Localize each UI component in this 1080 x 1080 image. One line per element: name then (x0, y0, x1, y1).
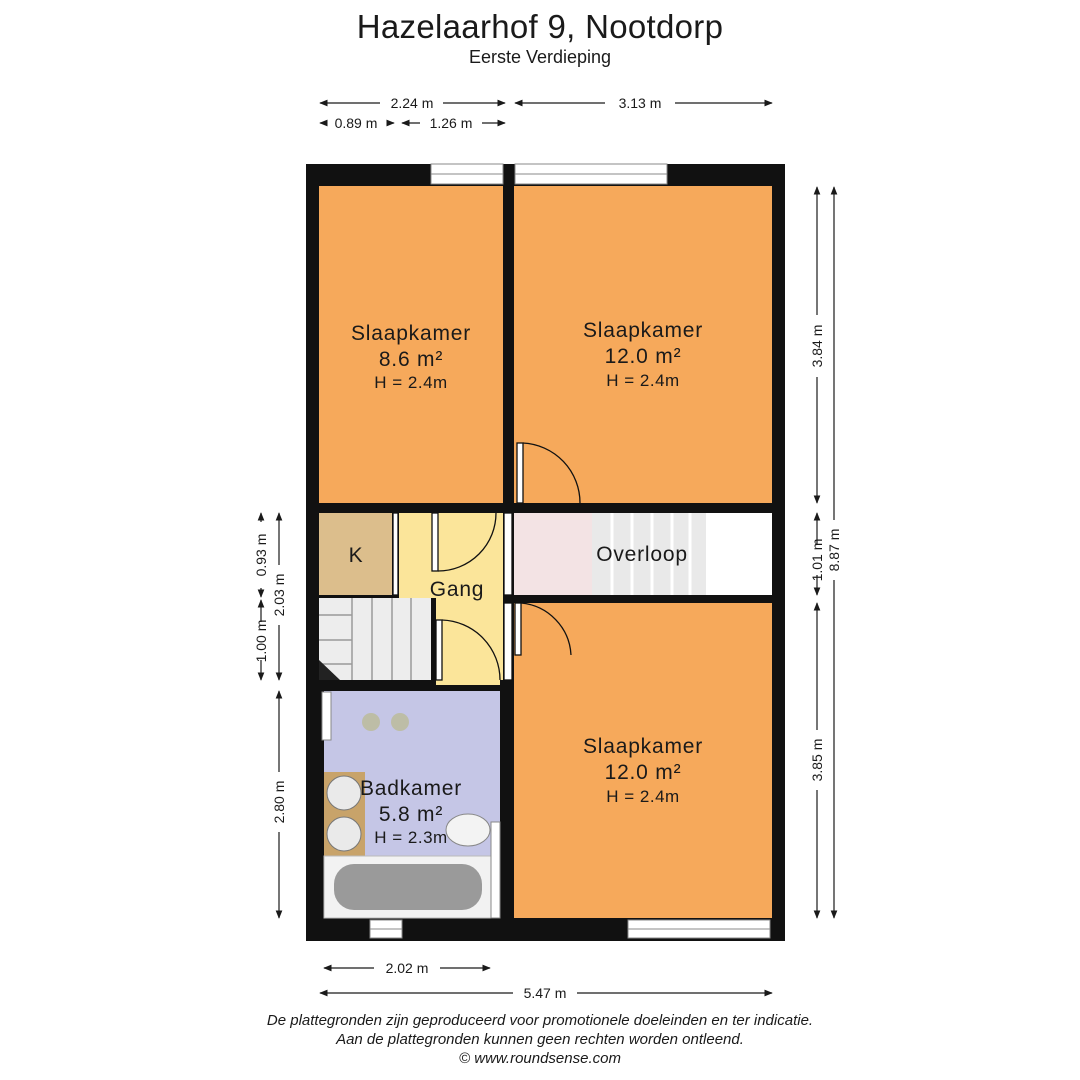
landing-name: Overloop (596, 543, 688, 566)
dim-top-right: 3.13 m (618, 95, 662, 111)
bedroom-bottom-right-area: 12.0 m² (604, 761, 682, 784)
bathroom-area: 5.8 m² (378, 803, 444, 826)
dim-right-middle: 1.01 m (809, 538, 825, 582)
footer-disclaimer-1: De plattegronden zijn geproduceerd voor promotionele doeleinden en ter indicatie. (266, 1012, 814, 1029)
footer-copyright: © www.roundsense.com (459, 1050, 621, 1067)
closet-name: K (348, 544, 364, 567)
dim-right-total: 8.87 m (826, 528, 842, 572)
dim-top-sub-a: 0.89 m (334, 115, 378, 131)
dim-bottom-total: 5.47 m (523, 985, 567, 1001)
bedroom-top-left-height: H = 2.4m (374, 373, 448, 392)
bedroom-top-right-area: 12.0 m² (604, 345, 682, 368)
bedroom-bottom-right-height: H = 2.4m (606, 787, 680, 806)
dim-left-d: 2.80 m (271, 780, 287, 824)
dim-left-c: 2.03 m (271, 573, 287, 617)
hallway-name: Gang (429, 578, 485, 601)
stairwell-staircase (319, 598, 431, 680)
footer-disclaimer-2: Aan de plattegronden kunnen geen rechten worden ontleend. (336, 1031, 744, 1048)
dim-bottom-a: 2.02 m (385, 960, 429, 976)
dim-right-lower: 3.85 m (809, 738, 825, 782)
dim-left-b: 1.00 m (253, 619, 269, 663)
dim-left-a: 0.93 m (253, 533, 269, 577)
plan-title: Hazelaarhof 9, Nootdorp (356, 8, 724, 45)
dim-right-upper: 3.84 m (809, 324, 825, 368)
bedroom-top-right-name: Slaapkamer (582, 319, 704, 342)
bathroom-name: Badkamer (359, 777, 463, 800)
bedroom-top-left-area: 8.6 m² (378, 348, 444, 371)
floor-subtitle: Eerste Verdieping (468, 47, 612, 67)
bedroom-top-left-name: Slaapkamer (350, 322, 472, 345)
dim-top-sub-b: 1.26 m (429, 115, 473, 131)
bedroom-bottom-right-name: Slaapkamer (582, 735, 704, 758)
bedroom-top-right-height: H = 2.4m (606, 371, 680, 390)
dim-top-left-total: 2.24 m (390, 95, 434, 111)
bathroom-height: H = 2.3m (374, 828, 448, 847)
